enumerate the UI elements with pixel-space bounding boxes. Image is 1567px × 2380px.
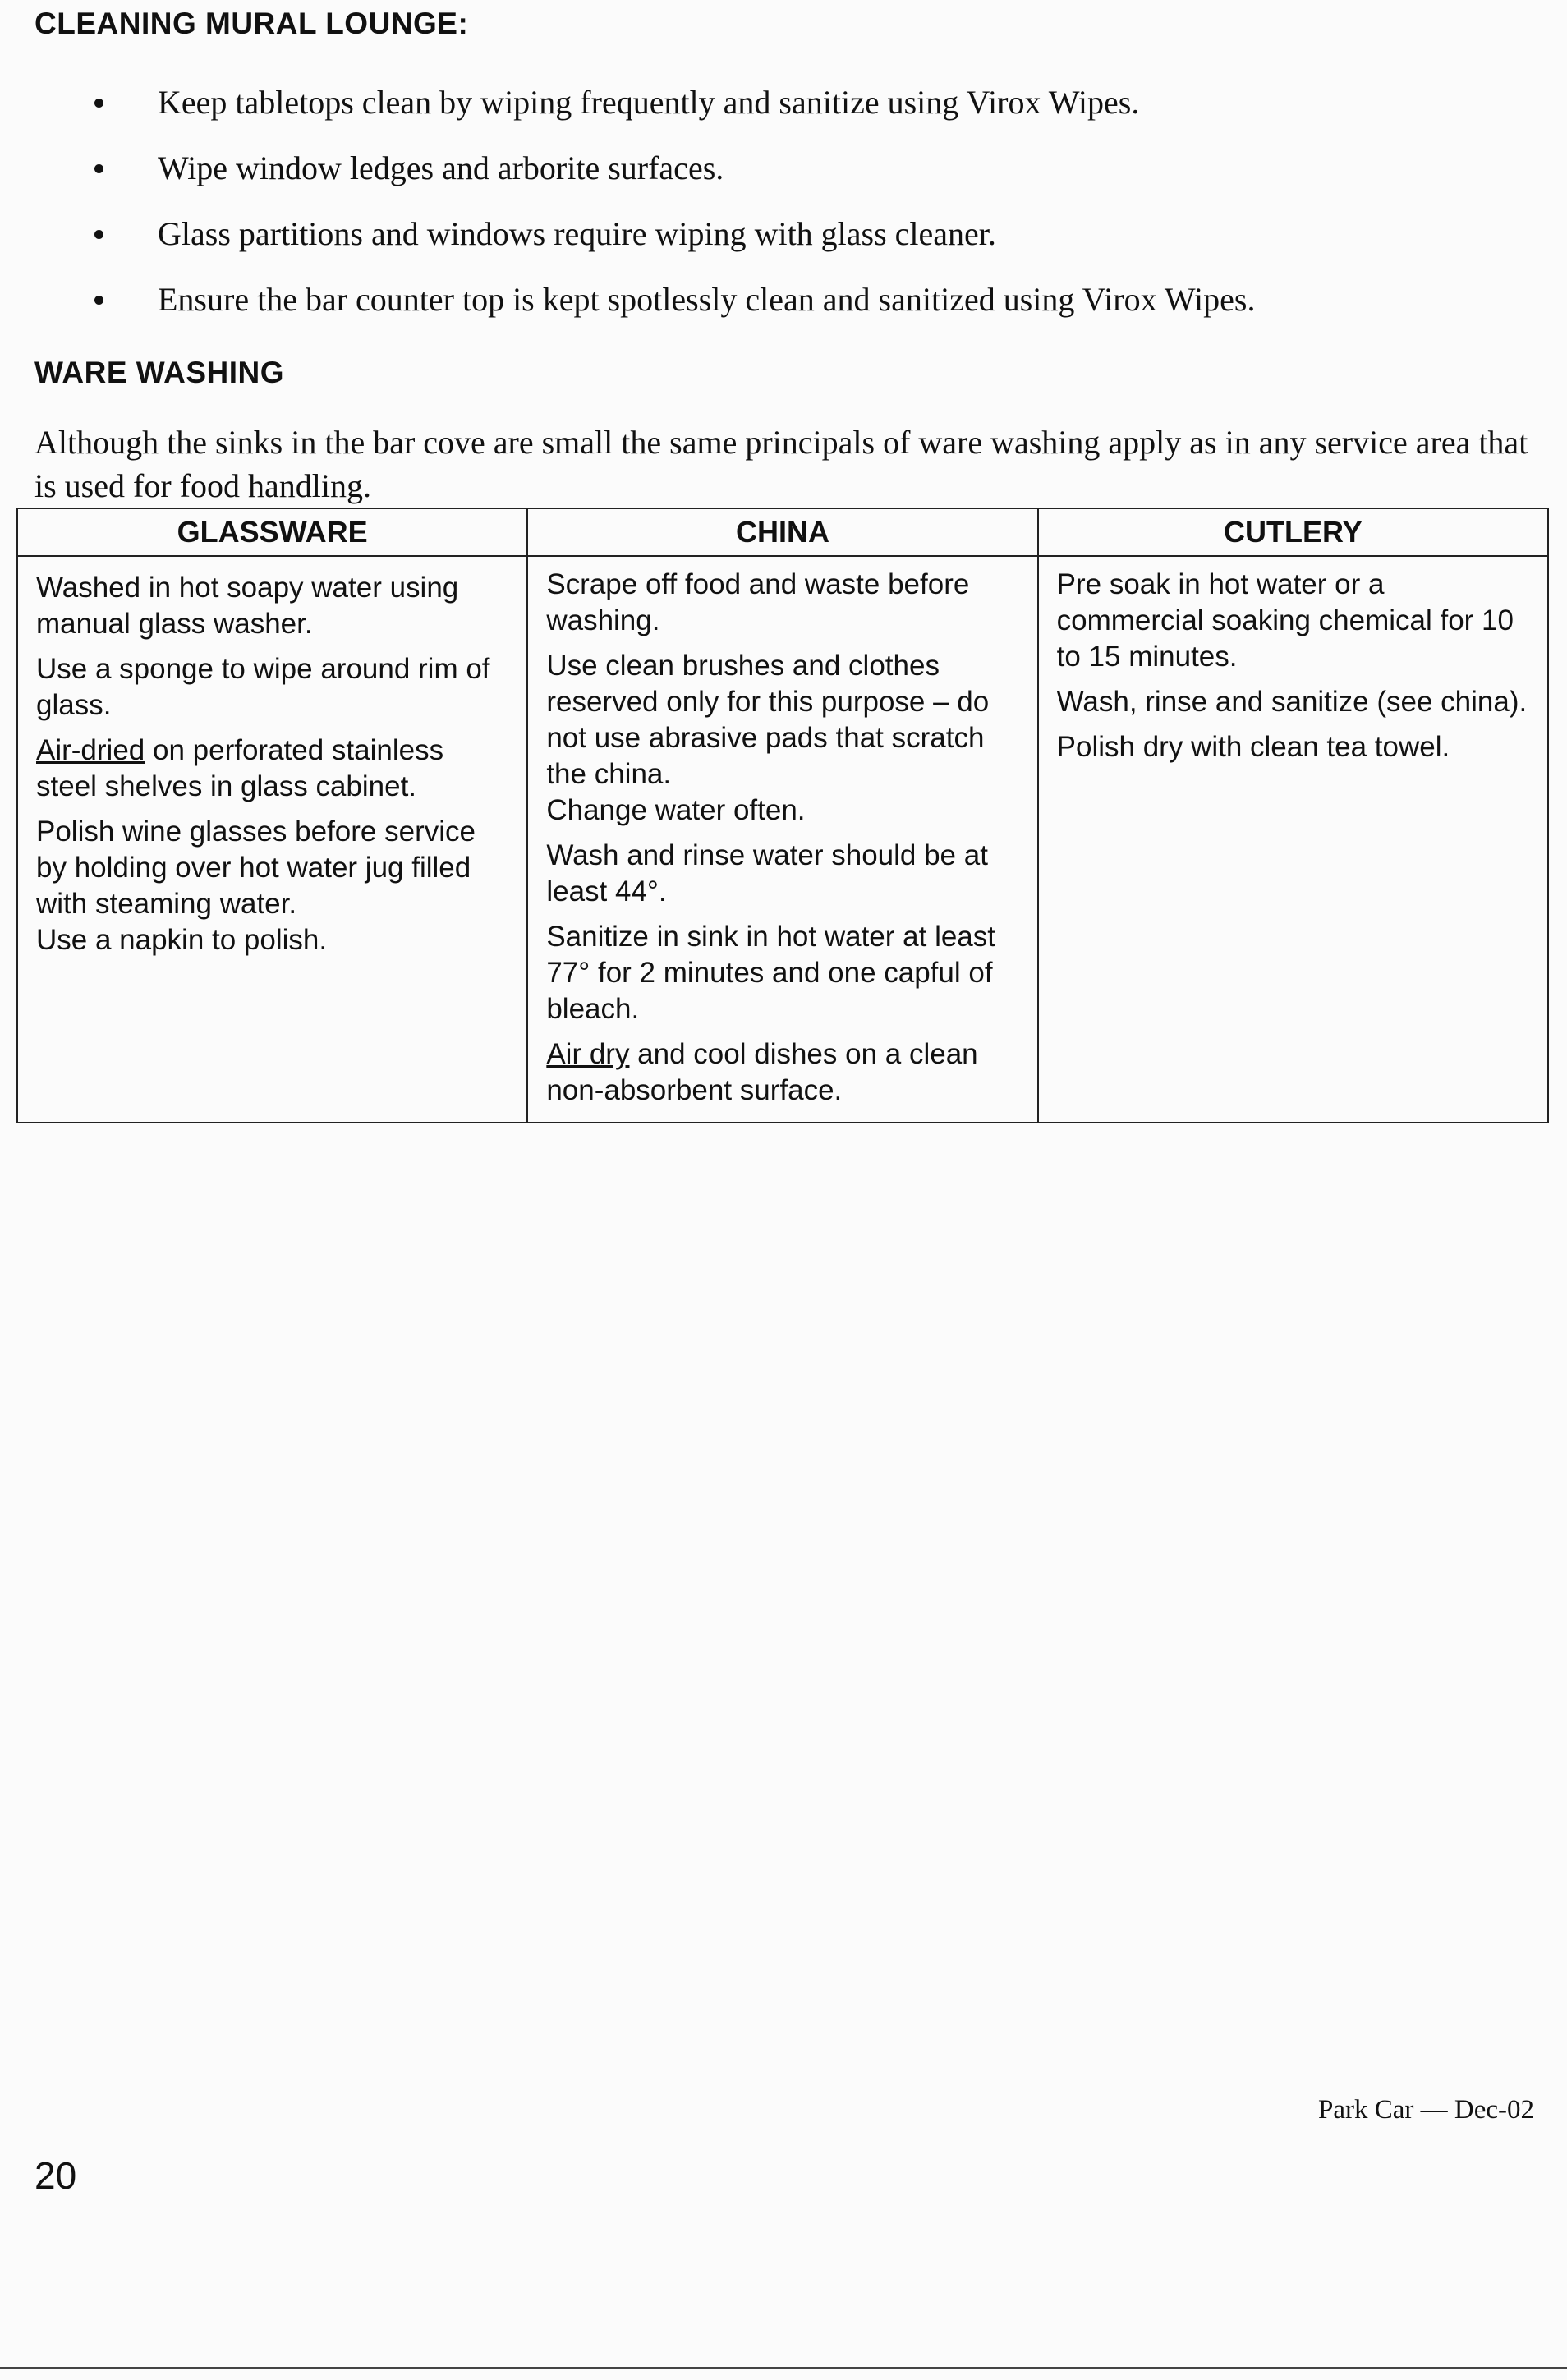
header-china: CHINA [527,508,1037,556]
china-cell: Scrape off food and waste before washing. Use clean brushes and clothes reserved only for this purpose – do not use abrasive pads that scratch the china. Change water often. Wash and rinse water should be at least 44°. Sanitize in sink in hot water at least 77° for 2 minutes and one capful of bleach. Air dry and cool dishes on a clean non-absorbent surface. [527,556,1037,1123]
bullet-icon [94,296,103,305]
table-header-row [17,508,1548,556]
ware-washing-table [16,508,1549,1123]
mural-lounge-bullet-list [0,78,1255,341]
bottom-divider [0,2367,1567,2369]
cutlery-cell: Pre soak in hot water or a commercial soaking chemical for 10 to 15 minutes. Wash, rinse and sanitize (see china). Polish dry with clean tea towel. [1038,556,1548,1123]
glassware-cell: Washed in hot soapy water using manual glass washer. Use a sponge to wipe around rim of glass. Air-dried on perforated stainless steel shelves in glass cabinet. Polish wine glasses before service by holding over hot water jug filled with steaming water. Use a napkin to polish. [17,556,527,1123]
header-cutlery: CUTLERY [1038,508,1548,556]
bullet-icon [94,230,103,239]
table-row [17,556,1548,1123]
page-footer: Park Car — Dec-02 [1317,2095,1534,2125]
bullet-icon [94,164,103,173]
list-item: Wipe window ledges and arborite surfaces. [0,144,1255,209]
heading-cleaning-mural-lounge: CLEANING MURAL LOUNGE: [34,7,469,40]
list-item: Glass partitions and windows require wiping with glass cleaner. [0,209,1255,275]
list-item: Ensure the bar counter top is kept spotlessly clean and sanitized using Virox Wipes. [0,275,1255,341]
bullet-icon [94,99,103,108]
ware-washing-intro: Although the sinks in the bar cove are small the same principals of ware washing apply as in any service area that is used for food handling. [34,424,1528,504]
header-glassware: GLASSWARE [17,508,527,556]
list-item: Keep tabletops clean by wiping frequently and sanitize using Virox Wipes. [0,78,1255,144]
heading-ware-washing: WARE WASHING [34,356,285,389]
page-number: 20 [34,2154,77,2197]
